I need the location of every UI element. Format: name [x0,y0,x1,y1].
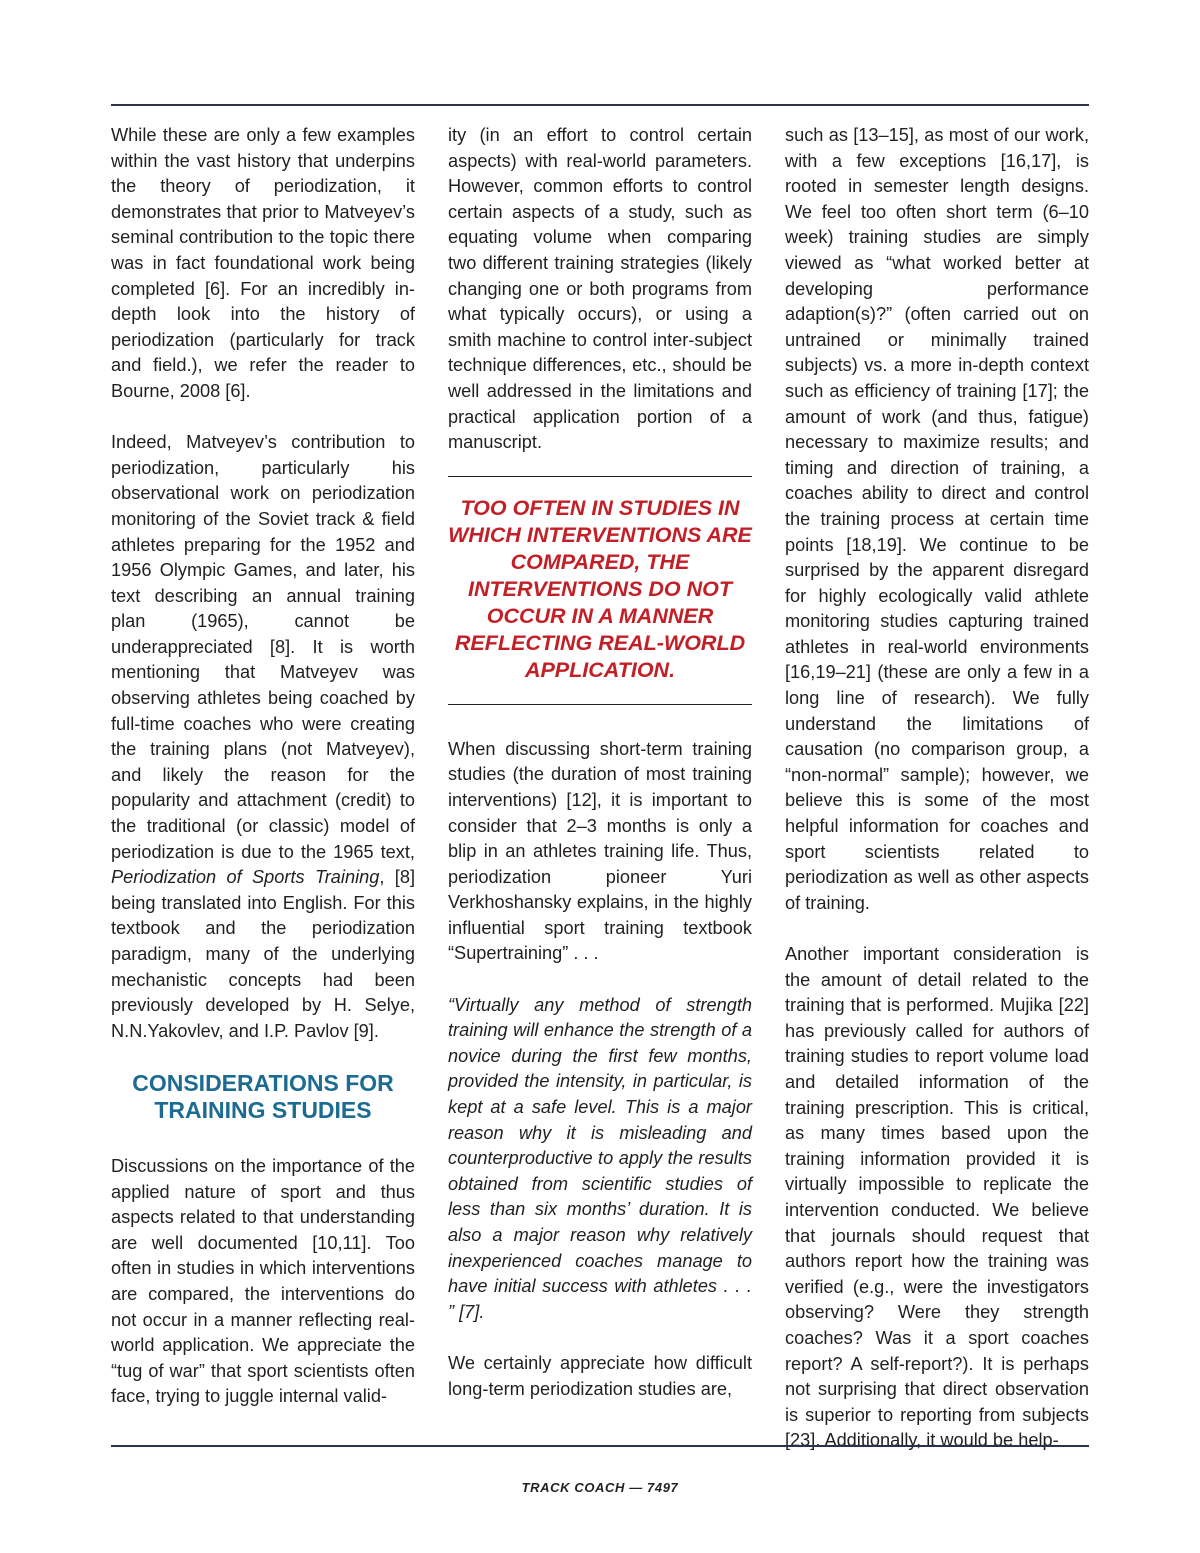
column-1 [111,123,415,1410]
paragraph: Another important consideration is the amount of detail related to the training that is performed. Mujika [22] has previously called for authors of training studies to report volume load and detailed information of the training prescription. This is critical, as many times based upon the training information provided it is virtually impossible to replicate the intervention conducted. We believe that journals should request that authors report how the training was verified (e.g., were the investigators observing? Were they strength coaches? Was it a sport coaches report? A self-report?). It is perhaps not surprising that direct observation is superior to reporting from subjects [23]. Additionally, it would be help- [785,944,1089,1451]
column-2 [448,123,752,1402]
paragraph: ity (in an effort to control certain aspects) with real-world parameters. However, common efforts to control certain aspects of a study, such as equating volume when comparing two different training strategies (likely changing one or both programs from what typically occurs), or using a smith machine to control inter-subject technique differences, etc., should be well addressed in the limitations and practical application portion of a manuscript. [448,125,752,453]
book-title: Periodization of Sports Training [111,867,380,888]
paragraph: When discussing short-term training studies (the duration of most training interventions) [12], it is important to consider that 2–3 months is only a blip in an athletes training life. Thus, periodization pioneer Yuri Verkhoshansky explains, in the highly influential sport training textbook “Supertraining” . . . [448,738,752,964]
bottom-rule [111,1445,1089,1447]
paragraph: such as [13–15], as most of our work, with a few exceptions [16,17], is rooted in semester length designs. We feel too often short term (6–10 week) training studies are simply viewed as “what worked better at developing performance adaption(s)?” (often carried out on untrained or minimally trained subjects) vs. a more in-depth context such as efficiency of training [17]; the amount of work (and thus, fatigue) necessary to maximize results; and timing and direction of training, a coaches ability to direct and control the training process at certain time points [18,19]. We continue to be surprised by the apparent disregard for highly ecologically valid athlete monitoring studies capturing trained athletes in real-world environments [16,19–21] (these are only a few in a long line of research). We fully understand the limitations of causation (no comparison group, a “non-normal” sample); however, we believe this is some of the most helpful information for coaches and sport scientists related to periodization as well as other aspects of training. [785,125,1089,913]
page-footer: TRACK COACH — 7497 [521,1480,679,1495]
paragraph-text: , [8] being translated into English. For this textbook and the periodization paradigm, many of the underlying mechanistic concepts had been previously developed by H. Selye, N.N.Yakovlev, and I.P. Pavlov [9]. [111,867,416,1041]
block-quote: “Virtually any method of strength training will enhance the strength of a novice during the first few months, provided the intensity, in particular, is kept at a safe level. This is a major reason why it is misleading and counterproductive to apply the results obtained from scientific studies of less than six months’ duration. It is also a major reason why relatively inexperienced coaches manage to have initial success with athletes . . . ” [7]. [448,994,752,1322]
column-3 [785,123,1089,1454]
paragraph: While these are only a few examples within the vast history that underpins the theory of periodization, it demonstrates that prior to Matveyev’s seminal contribution to the topic there was in fact foundational work being completed [6]. For an incredibly in-depth look into the history of periodization (particularly for track and field.), we refer the reader to Bourne, 2008 [6]. [111,125,415,401]
paragraph [111,430,415,1044]
paragraph-text: Indeed, Matveyev’s contribution to periodization, particularly his observational work on periodization monitoring of the Soviet track & field athletes preparing for the 1952 and 1956 Olympic Games, and later, his text describing an annual training plan (1965), cannot be underappreciated [8]. It is worth mentioning that Matveyev was observing athletes being coached by full-time coaches who were creating the training plans (not Matveyev), and likely the reason for the popularity and attachment (credit) to the traditional (or classic) model of periodization is due to the 1965 text, [111,432,415,862]
section-heading: CONSIDERATIONS FOR TRAINING STUDIES [132,1069,394,1123]
pull-quote: TOO OFTEN IN STUDIES IN WHICH INTERVENTIONS ARE COMPARED, THE INTERVENTIONS DO NOT OCCUR IN A MANNER REFLECTING REAL-WORLD APPLICATION. [448,476,752,705]
paragraph: We certainly appreciate how difficult long-term periodization studies are, [448,1352,752,1399]
top-rule [111,104,1089,106]
paragraph: Discussions on the importance of the applied nature of sport and thus aspects related to that understanding are well documented [10,11]. Too often in studies in which interventions are compared, the interventions do not occur in a manner reflecting real-world application. We appreciate the “tug of war” that sport scientists often face, trying to juggle internal valid- [111,1155,415,1407]
